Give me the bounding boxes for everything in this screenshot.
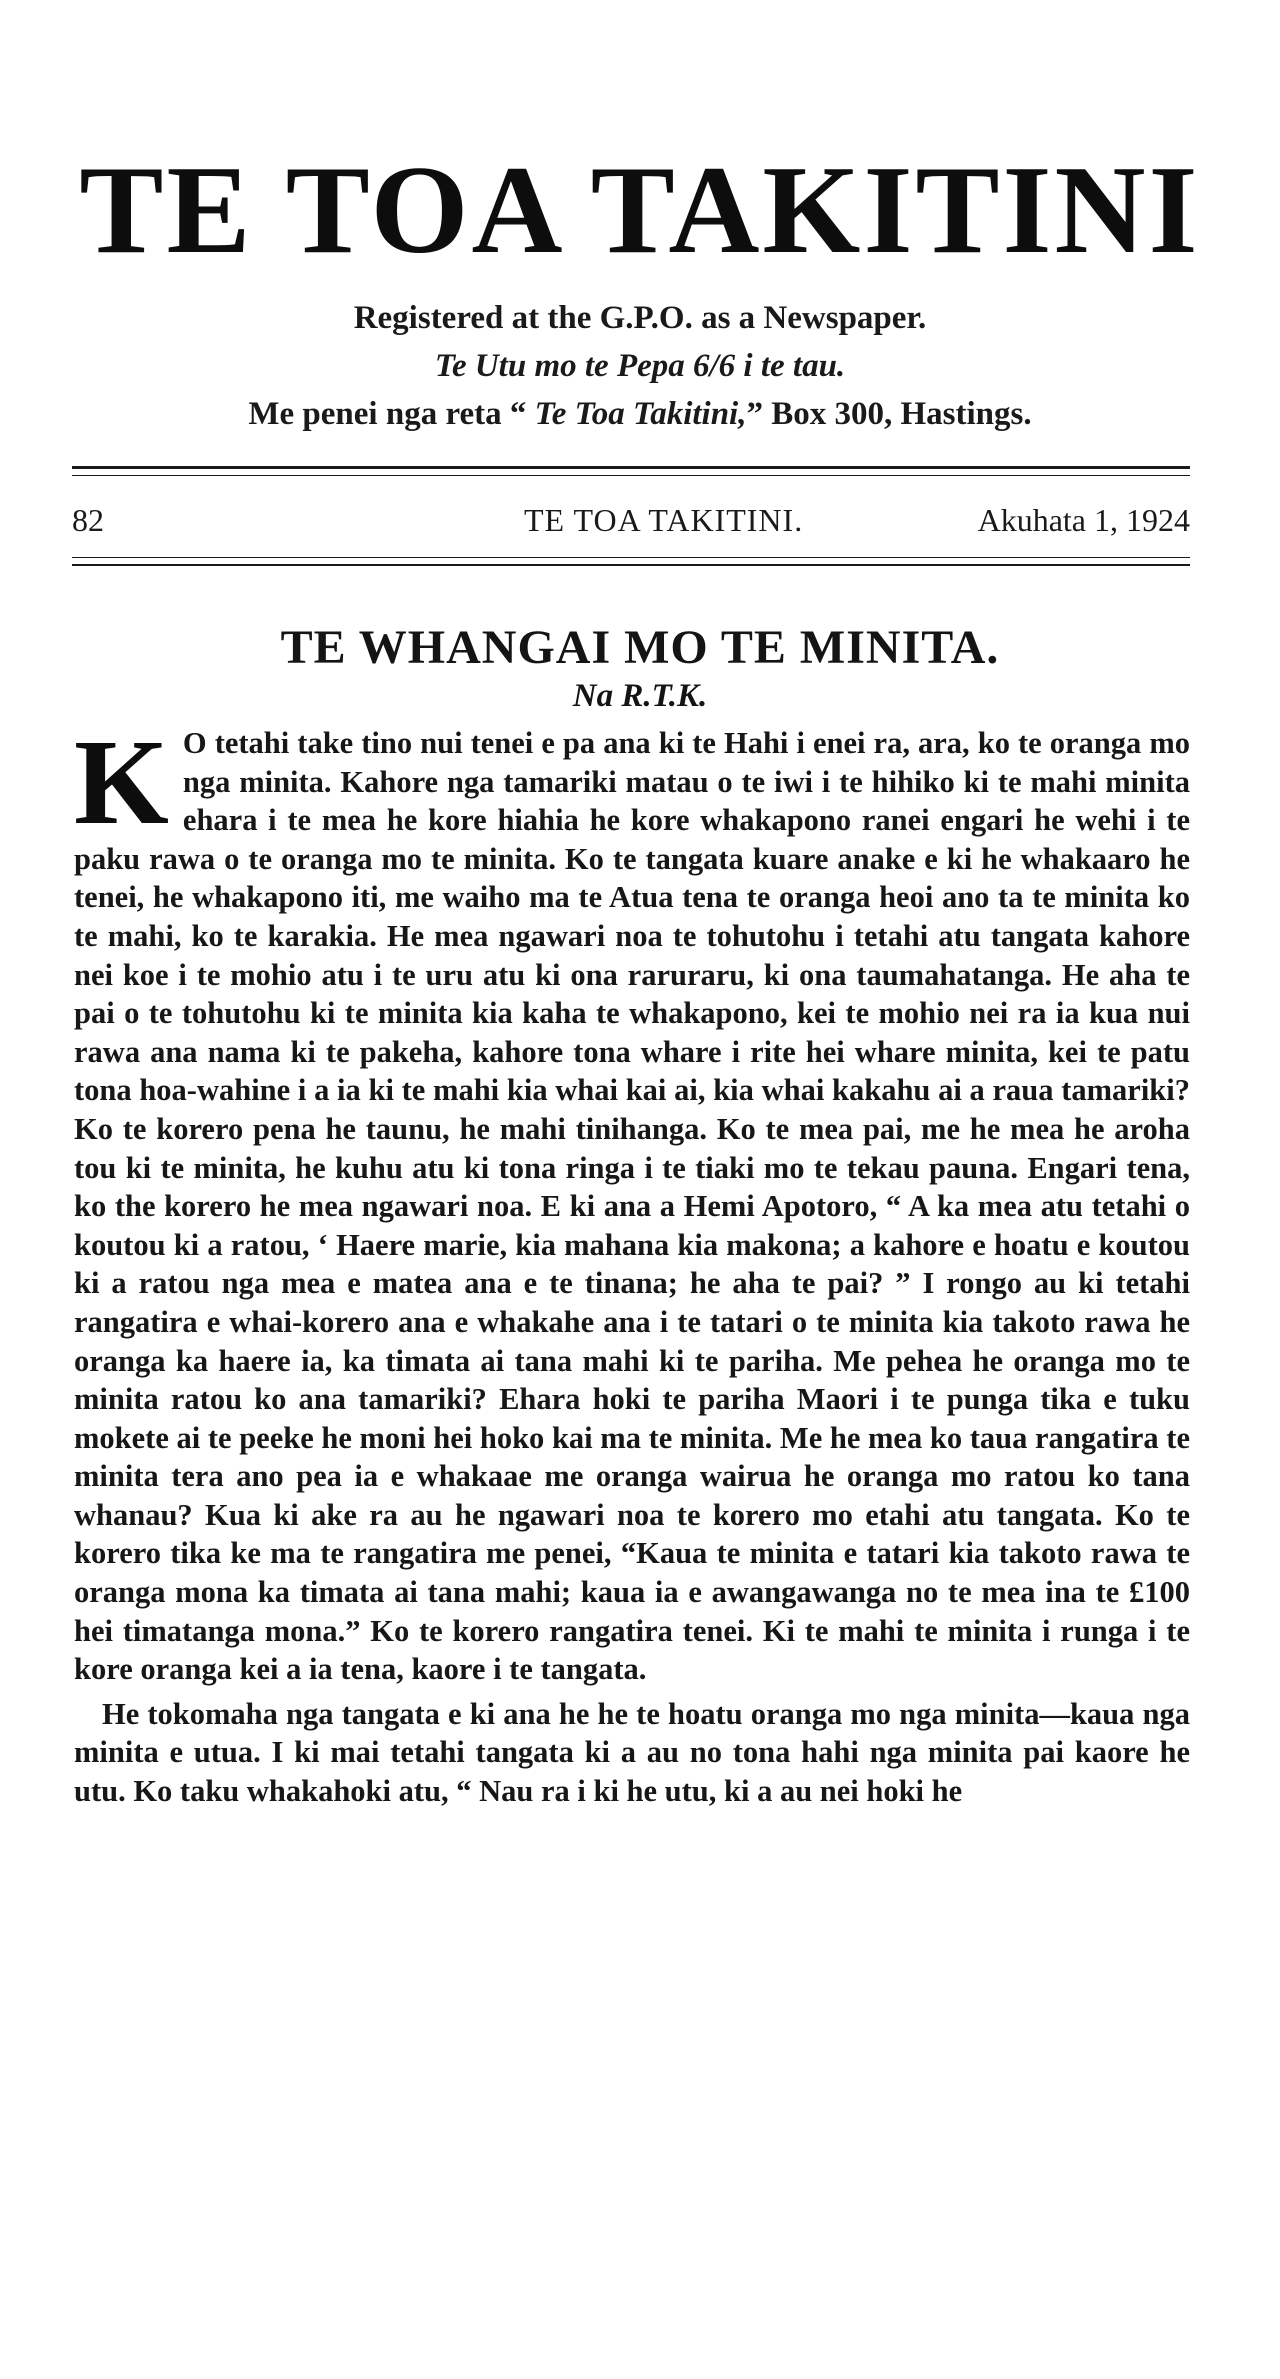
- paragraph-2: He tokomaha nga tangata e ki ana he he te hoatu oranga mo nga minita—kaua nga minita e utua. I ki mai tetahi tangata ki a au no tona hahi nga minita pai kaore he utu. Ko taku whakahoki atu, “ Nau ra i ki he utu, ki a au nei hoki he: [74, 1696, 1190, 1809]
- article-headline: TE WHANGAI MO TE MINITA.: [280, 621, 1000, 674]
- bottom-rule-thin: [72, 557, 1190, 558]
- address-prefix: Me penei nga reta “: [248, 396, 535, 432]
- bottom-rule-thick: [72, 564, 1190, 566]
- article-byline: Na R.T.K.: [572, 678, 708, 714]
- address-paper-name: Te Toa Takitini,: [534, 396, 747, 432]
- issue-date: Akuhata 1, 1924: [977, 502, 1190, 538]
- paragraph-1: [74, 715, 1190, 1689]
- running-head: TE TOA TAKITINI.: [524, 502, 804, 538]
- address-line: [0, 394, 1280, 434]
- top-rule-thin: [72, 475, 1190, 476]
- masthead-title: TE TOA TAKITINI: [79, 141, 1201, 280]
- article-body: [74, 715, 1190, 1811]
- subscription-line: Te Utu mo te Pepa 6/6 i te tau.: [434, 348, 846, 384]
- folio-bar: [72, 497, 1190, 543]
- paragraph-1-text: O tetahi take tino nui tenei e pa ana ki te Hahi i enei ra, ara, ko te oranga mo nga minita. Kahore nga tamariki matau o te iwi i te hihiko ki te mahi minita ehara i te mea he kore hiahia he kore whakapono ranei engari he wehi i te paku rawa o te oranga mo te minita. Ko te tangata kuare anake e ki he whakaaro he tenei, he whakapono iti, me waiho ma te Atua tena te oranga heoi ano ta te minita ko te mahi, ko te karakia. He mea ngawari noa te tohutohu i tetahi atu tangata kahore nei koe i te mohio atu i te uru atu ki ona raruraru, ki ona taumahatanga. He aha te pai o te tohutohu ki te minita kia kaha te whakapono, kei te mohio nei ra ia kua nui rawa ana nama ki te pakeha, kahore tona whare i rite hei whare minita, kei te patu tona hoa-wahine i a ia ki te mahi kia whai kai ai, kia whai kakahu ai a raua tamariki? Ko te korero pena he taunu, he mahi tinihanga. Ko te mea pai, me he mea he aroha tou ki te minita, he kuhu atu ki tona ringa i te tiaki mo te tekau pauna. Engari tena, ko the korero he mea ngawari noa. E ki ana a Hemi Apotoro, “ A ka mea atu tetahi o koutou ki a ratou, ‘ Haere marie, kia mahana kia makona; a kahore e hoatu e koutou ki a ratou nga mea e matea ana e te tinana; he aha te pai? ” I rongo au ki tetahi rangatira e whai-korero ana e whakahe ana i te tatari o te minita kia takoto rawa he oranga ka haere ia, ka timata ai tana mahi ki te pariha. Me pehea he oranga mo te minita ratou ko ana tamariki? Ehara hoki te pariha Maori i te punga tika e tuku mokete ai te peeke he moni hei hoko kai ma te minita. Me he mea ko taua rangatira te minita tera ano pea ia e whakaae me oranga wairua he oranga mo ratou ko tana whanau? Kua ki ake ra au he ngawari noa te korero mo etahi atu tangata. Ko te korero tika ke ma te rangatira me penei, “Kaua te minita e tatari kia takoto rawa te oranga mona ka timata ai tana mahi; kaua ia e awangawanga no te mea ina te £100 hei timatanga mona.” Ko te korero rangatira tenei. Ki te mahi te minita i runga i te kore oranga kei a ia tena, kaore i te tangata.: [74, 726, 1190, 1687]
- registration-line: Registered at the G.P.O. as a Newspaper.: [353, 300, 927, 336]
- top-rule-thick: [72, 466, 1190, 469]
- page-number: 82: [72, 502, 104, 538]
- drop-cap: K: [74, 715, 169, 850]
- address-suffix: ” Box 300, Hastings.: [746, 396, 1032, 432]
